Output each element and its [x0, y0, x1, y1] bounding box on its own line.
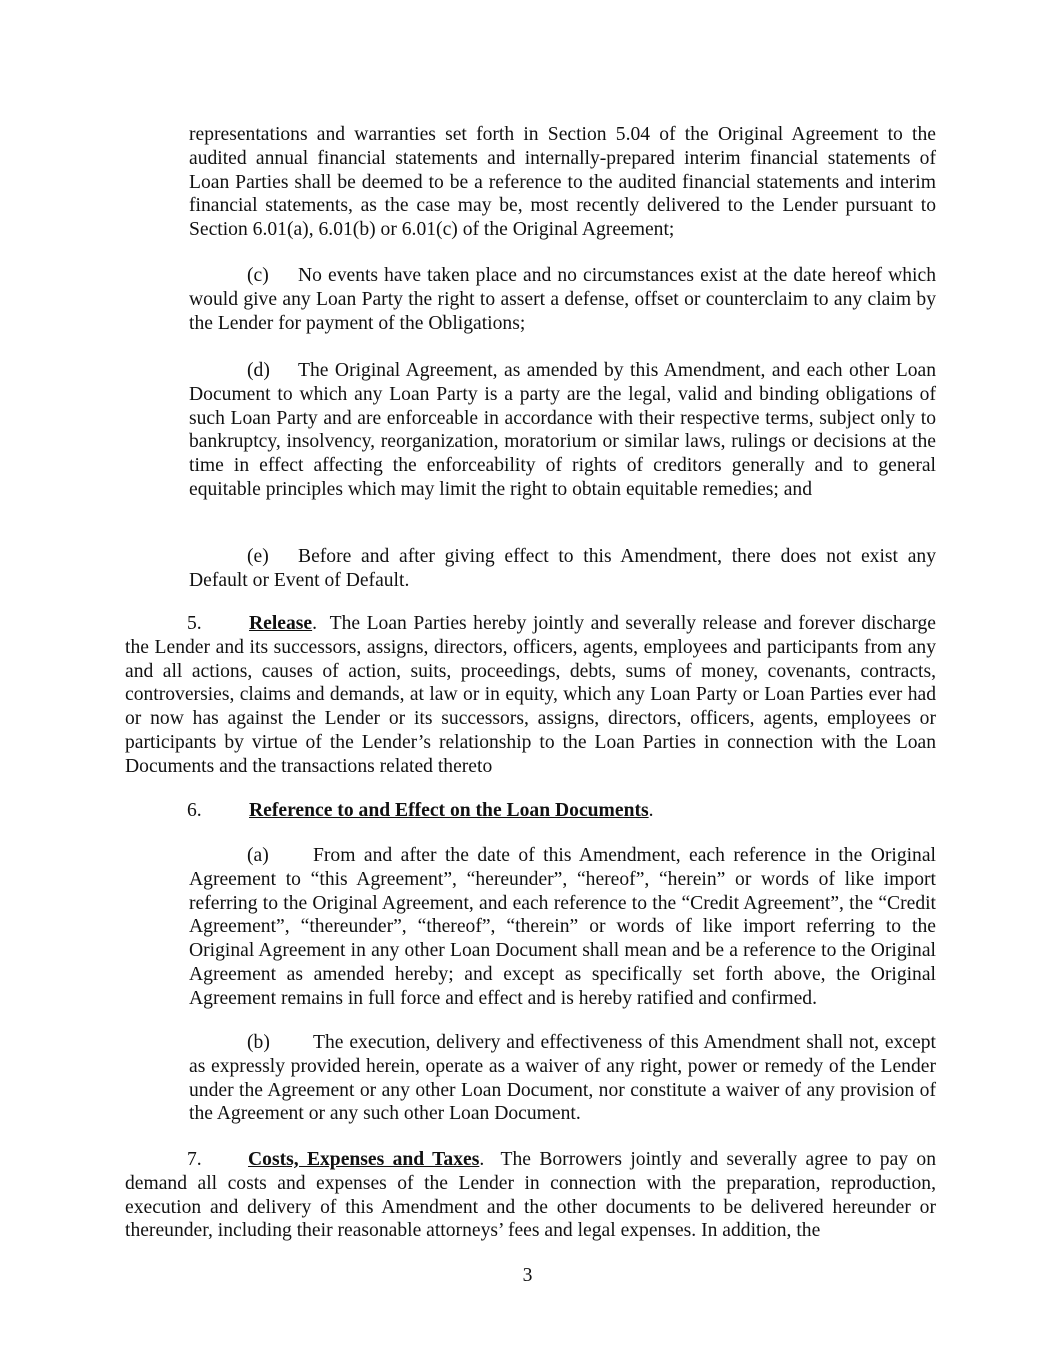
clause-label: (b) — [247, 1032, 270, 1053]
section-text: The Loan Parties hereby jointly and severally release and forever discharge the Lender and its successors, assigns, directors, officers, agents, employees and participants from any and all actions, causes of action, suits, proceedings, debts, sums of money, covenants, contracts, controversies, claims and demands, at law or in equity, which any Loan Party or Loan Parties ever had or now has against the Lender or its successors, assigns, directors, officers, agents, employees or participants by virtue of the Lender’s relationship to the Loan Parties in connection with the Loan Documents and the transactions related thereto — [125, 613, 936, 777]
section-6-heading — [125, 799, 936, 823]
clause-label: (e) — [247, 546, 269, 567]
section-heading-punct: . — [312, 613, 318, 634]
clause-text: Before and after giving effect to this Amendment, there does not exist any Default or Event of Default. — [189, 546, 936, 591]
section-heading: Release — [249, 613, 313, 634]
clause-label: (c) — [247, 265, 269, 286]
section-heading-punct: . — [479, 1149, 485, 1170]
clause-label: (d) — [247, 360, 270, 381]
section-text: The Borrowers jointly and severally agree to pay on demand all costs and expenses of the Lender in connection with the preparation, reproduction, execution and delivery of this Amendment and the other documents to be delivered hereunder or thereunder, including their reasonable attorneys’ fees and legal expenses. In addition, the — [125, 1149, 936, 1242]
paragraph-4d — [189, 359, 936, 502]
section-7-costs — [125, 1148, 936, 1243]
clause-text: From and after the date of this Amendment, each reference in the Original Agreement to “this Agreement”, “hereunder”, “hereof”, “herein” or words of like import referring to the Original Agreement, and each reference to the “Credit Agreement”, the “Credit Agreement”, “thereunder”, “thereof”, “therein” or words of like import referring to the Original Agreement in any other Loan Document shall mean and be a reference to the Original Agreement as amended hereby; and except as specifically set forth above, the Original Agreement remains in full force and effect and is hereby ratified and confirmed. — [189, 845, 936, 1009]
paragraph-4e — [189, 545, 936, 593]
paragraph-4c — [189, 264, 936, 335]
paragraph-6a — [189, 844, 936, 1011]
section-heading-punct: . — [648, 800, 654, 821]
paragraph-4b-continued: representations and warranties set forth in Section 5.04 of the Original Agreement to the audited annual financial statements and internally-prepared interim financial statements of Loan Parties shall be deemed to be a reference to the audited financial statements and interim financial statements, as the case may be, most recently delivered to the Lender pursuant to Section 6.01(a), 6.01(b) or 6.01(c) of the Original Agreement; — [189, 124, 936, 241]
section-5-release — [125, 612, 936, 779]
section-number: 5. — [187, 613, 202, 634]
paragraph-6b — [189, 1031, 936, 1126]
section-number: 6. — [187, 800, 202, 821]
section-heading: Costs, Expenses and Taxes — [248, 1149, 480, 1170]
section-number: 7. — [187, 1149, 202, 1170]
page-number: 3 — [522, 1265, 533, 1286]
clause-text: No events have taken place and no circumstances exist at the date hereof which would give any Loan Party the right to assert a defense, offset or counterclaim to any claim by the Lender for payment of the Obligations; — [189, 265, 936, 334]
clause-text: The execution, delivery and effectiveness of this Amendment shall not, except as expressly provided herein, operate as a waiver of any right, power or remedy of the Lender under the Agreement or any other Loan Document, nor constitute a waiver of any provision of the Agreement or any such other Loan Document. — [189, 1032, 936, 1125]
clause-label: (a) — [247, 845, 269, 866]
clause-text: The Original Agreement, as amended by this Amendment, and each other Loan Document to which any Loan Party is a party are the legal, valid and binding obligations of such Loan Party and are enforceable in accordance with their respective terms, subject only to bankruptcy, insolvency, reorganization, moratorium or similar laws, rulings or decisions at the time in effect affecting the enforceability of rights of creditors generally and to general equitable principles which may limit the right to obtain equitable remedies; and — [189, 360, 936, 500]
section-heading: Reference to and Effect on the Loan Documents — [249, 800, 649, 821]
